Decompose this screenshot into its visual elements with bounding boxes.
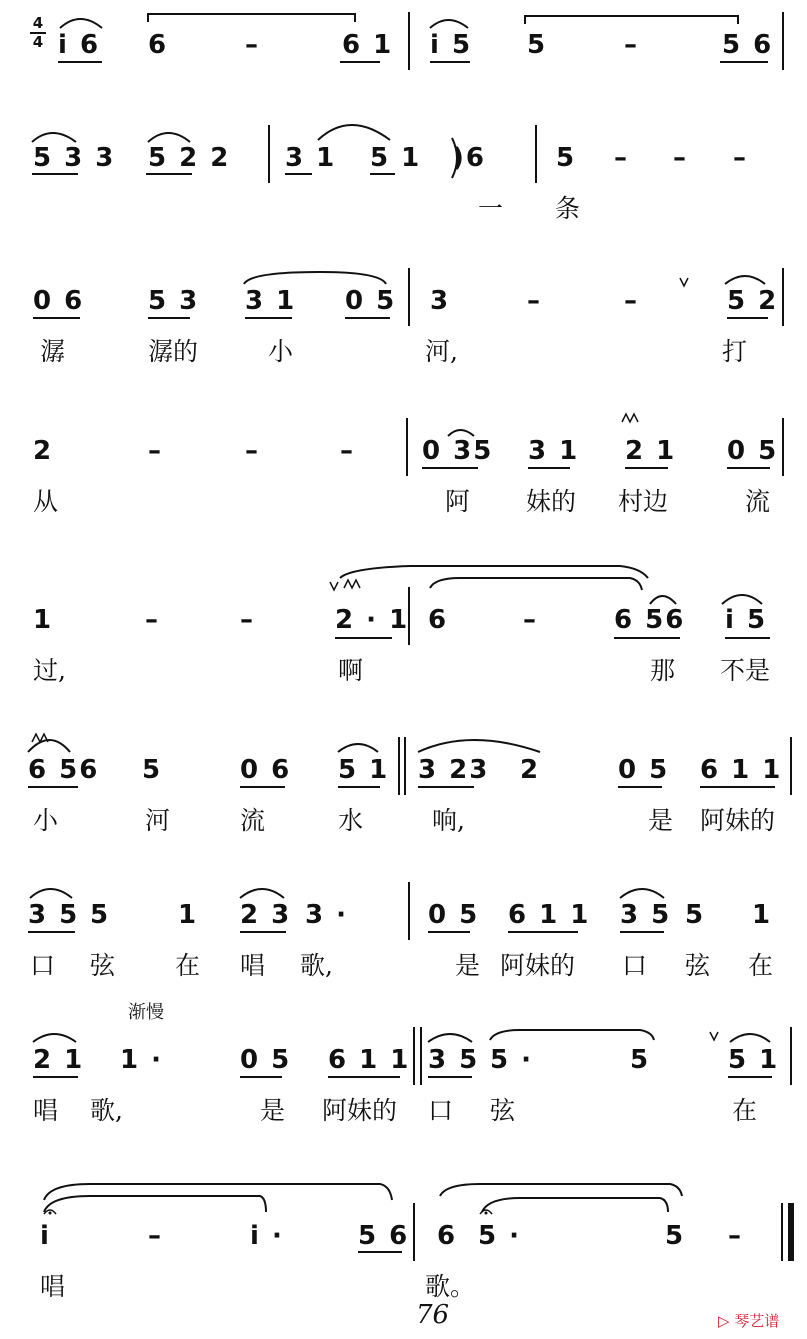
lyric: 水 xyxy=(338,806,364,835)
note-row xyxy=(0,143,807,183)
lyric: 不是 xyxy=(720,656,771,685)
score-system xyxy=(0,1027,807,1147)
lyric-row xyxy=(0,189,807,223)
note: 6 56 xyxy=(614,605,686,635)
note: 6 xyxy=(148,30,169,60)
lyric: 河 xyxy=(145,806,171,835)
time-signature-top: 4 xyxy=(32,14,44,32)
lyric: 一 xyxy=(478,194,504,223)
note: 5 xyxy=(556,143,577,173)
lyric: 那 xyxy=(650,656,676,685)
note: – xyxy=(148,436,163,466)
note: – xyxy=(148,1221,163,1251)
lyric-row xyxy=(0,651,807,685)
note: 0 5 xyxy=(240,1045,292,1075)
page-number: 76 xyxy=(416,1300,450,1330)
note-row xyxy=(0,30,807,70)
lyric: 阿妹的 xyxy=(322,1096,398,1125)
note: 0 35 xyxy=(422,436,494,466)
note: 5 · xyxy=(490,1045,534,1075)
lyric: 唱 xyxy=(40,1272,66,1301)
note: )6 xyxy=(452,143,486,173)
score-system xyxy=(0,268,807,388)
lyric: 阿妹的 xyxy=(700,806,776,835)
note: – xyxy=(733,143,748,173)
slur xyxy=(340,566,648,578)
lyric: 村边 xyxy=(618,487,669,516)
lyric-row xyxy=(0,332,807,366)
note: 2 xyxy=(520,755,541,785)
note: 3 1 xyxy=(285,143,337,173)
lyric: 妹的 xyxy=(526,487,577,516)
lyric: 河, xyxy=(425,337,458,366)
lyric: 在 xyxy=(175,951,201,980)
note-row xyxy=(0,1221,807,1261)
note: 2 1 xyxy=(625,436,677,466)
note: 5 xyxy=(527,30,548,60)
note: – xyxy=(245,436,260,466)
lyric-row xyxy=(0,1091,807,1125)
lyric: 口 xyxy=(30,951,56,980)
note-row xyxy=(0,286,807,326)
note: 6 1 xyxy=(342,30,394,60)
lyric: 是 xyxy=(455,951,481,980)
lyric-row xyxy=(0,482,807,516)
lyric: 小 xyxy=(268,337,294,366)
note: 0 5 xyxy=(618,755,670,785)
note: 5 6 xyxy=(358,1221,410,1251)
note: – xyxy=(728,1221,743,1251)
tempo-marking: 渐慢 xyxy=(128,1002,164,1023)
lyric: 口 xyxy=(428,1096,454,1125)
lyric: 潺的 xyxy=(148,337,199,366)
lyric: 唱 xyxy=(33,1096,59,1125)
lyric: 从 xyxy=(33,487,59,516)
note: 1 xyxy=(752,900,773,930)
note: – xyxy=(145,605,160,635)
note: 3 1 xyxy=(528,436,580,466)
note: 3 5 xyxy=(428,1045,480,1075)
score-system xyxy=(0,737,807,857)
note: 5 1 xyxy=(728,1045,780,1075)
lyric: 过, xyxy=(33,656,66,685)
note: 5 · xyxy=(478,1221,522,1251)
slur xyxy=(440,1184,682,1196)
note: – xyxy=(614,143,629,173)
note: 1 xyxy=(33,605,54,635)
note: – xyxy=(245,30,260,60)
note-row xyxy=(0,1045,807,1085)
note: 5 xyxy=(142,755,163,785)
note: 3 23 xyxy=(418,755,490,785)
lyric-row xyxy=(0,1267,807,1301)
note: – xyxy=(673,143,688,173)
note: 3 xyxy=(430,286,451,316)
note: 0 5 xyxy=(345,286,397,316)
note: 6 xyxy=(437,1221,458,1251)
lyric: 响, xyxy=(432,806,465,835)
note: 5 1 xyxy=(338,755,390,785)
note: i 5 xyxy=(725,605,768,635)
lyric: 潺 xyxy=(40,337,66,366)
note: 0 5 xyxy=(428,900,480,930)
lyric: 流 xyxy=(745,487,771,516)
note: 6 56 xyxy=(28,755,100,785)
lyric: 在 xyxy=(732,1096,758,1125)
note: 5 2 2 xyxy=(148,143,231,173)
lyric: 弦 xyxy=(685,951,711,980)
lyric: 歌。 xyxy=(425,1272,476,1301)
score-system xyxy=(0,1203,807,1323)
note: 5 6 xyxy=(722,30,774,60)
note: 2 3 xyxy=(240,900,292,930)
lyric: 是 xyxy=(260,1096,286,1125)
note: i · xyxy=(250,1221,284,1251)
note: – xyxy=(624,286,639,316)
note: 1 · xyxy=(120,1045,164,1075)
lyric: 啊 xyxy=(338,656,364,685)
note: 1 xyxy=(178,900,199,930)
time-signature-bottom: 4 xyxy=(32,33,44,51)
lyric: 条 xyxy=(555,194,581,223)
score-system xyxy=(0,12,807,132)
note: 0 6 xyxy=(33,286,85,316)
score-system xyxy=(0,587,807,707)
slur xyxy=(44,1184,392,1200)
note-row xyxy=(0,755,807,795)
note: 6 1 1 xyxy=(700,755,783,785)
lyric-row xyxy=(0,946,807,980)
lyric: 阿 xyxy=(445,487,471,516)
lyric: 流 xyxy=(240,806,266,835)
note: i 5 xyxy=(430,30,473,60)
logo-text: 琴艺谱 xyxy=(734,1312,780,1330)
site-logo xyxy=(718,1310,779,1331)
note: 5 xyxy=(685,900,706,930)
lyric: 是 xyxy=(648,806,674,835)
note: 5 1 xyxy=(370,143,422,173)
score-system xyxy=(0,418,807,538)
note: 0 6 xyxy=(240,755,292,785)
note-row xyxy=(0,605,807,645)
note: 0 5 xyxy=(727,436,779,466)
note: 3 1 xyxy=(245,286,297,316)
note-row xyxy=(0,436,807,476)
note: i xyxy=(40,1221,51,1251)
lyric: 弦 xyxy=(90,951,116,980)
note: 3 5 xyxy=(620,900,672,930)
lyric: 口 xyxy=(622,951,648,980)
note-row xyxy=(0,900,807,940)
lyric: 歌, xyxy=(90,1096,123,1125)
score-system xyxy=(0,125,807,245)
note: 6 1 1 xyxy=(508,900,591,930)
score-system xyxy=(0,882,807,1002)
note: 5 3 3 xyxy=(33,143,116,173)
note: 6 xyxy=(428,605,449,635)
note: 6 1 1 xyxy=(328,1045,411,1075)
lyric: 打 xyxy=(722,337,748,366)
note: 5 xyxy=(90,900,111,930)
note: – xyxy=(624,30,639,60)
note: 2 · 1 xyxy=(335,605,410,635)
lyric-row xyxy=(0,801,807,835)
note: 5 3 xyxy=(148,286,200,316)
note: – xyxy=(527,286,542,316)
lyric: 歌, xyxy=(300,951,333,980)
lyric: 在 xyxy=(748,951,774,980)
lyric: 弦 xyxy=(490,1096,516,1125)
lyric: 小 xyxy=(33,806,59,835)
note: 3 5 xyxy=(28,900,80,930)
note: 5 xyxy=(630,1045,651,1075)
note: – xyxy=(240,605,255,635)
note: 5 xyxy=(665,1221,686,1251)
lyric: 阿妹的 xyxy=(500,951,576,980)
note: – xyxy=(340,436,355,466)
note: 5 2 xyxy=(727,286,779,316)
note: – xyxy=(523,605,538,635)
note: i 6 xyxy=(58,30,101,60)
lyric: 唱 xyxy=(240,951,266,980)
logo-icon: ▷ xyxy=(718,1312,730,1330)
note: 3 · xyxy=(305,900,349,930)
note: 2 1 xyxy=(33,1045,85,1075)
note: 2 xyxy=(33,436,54,466)
